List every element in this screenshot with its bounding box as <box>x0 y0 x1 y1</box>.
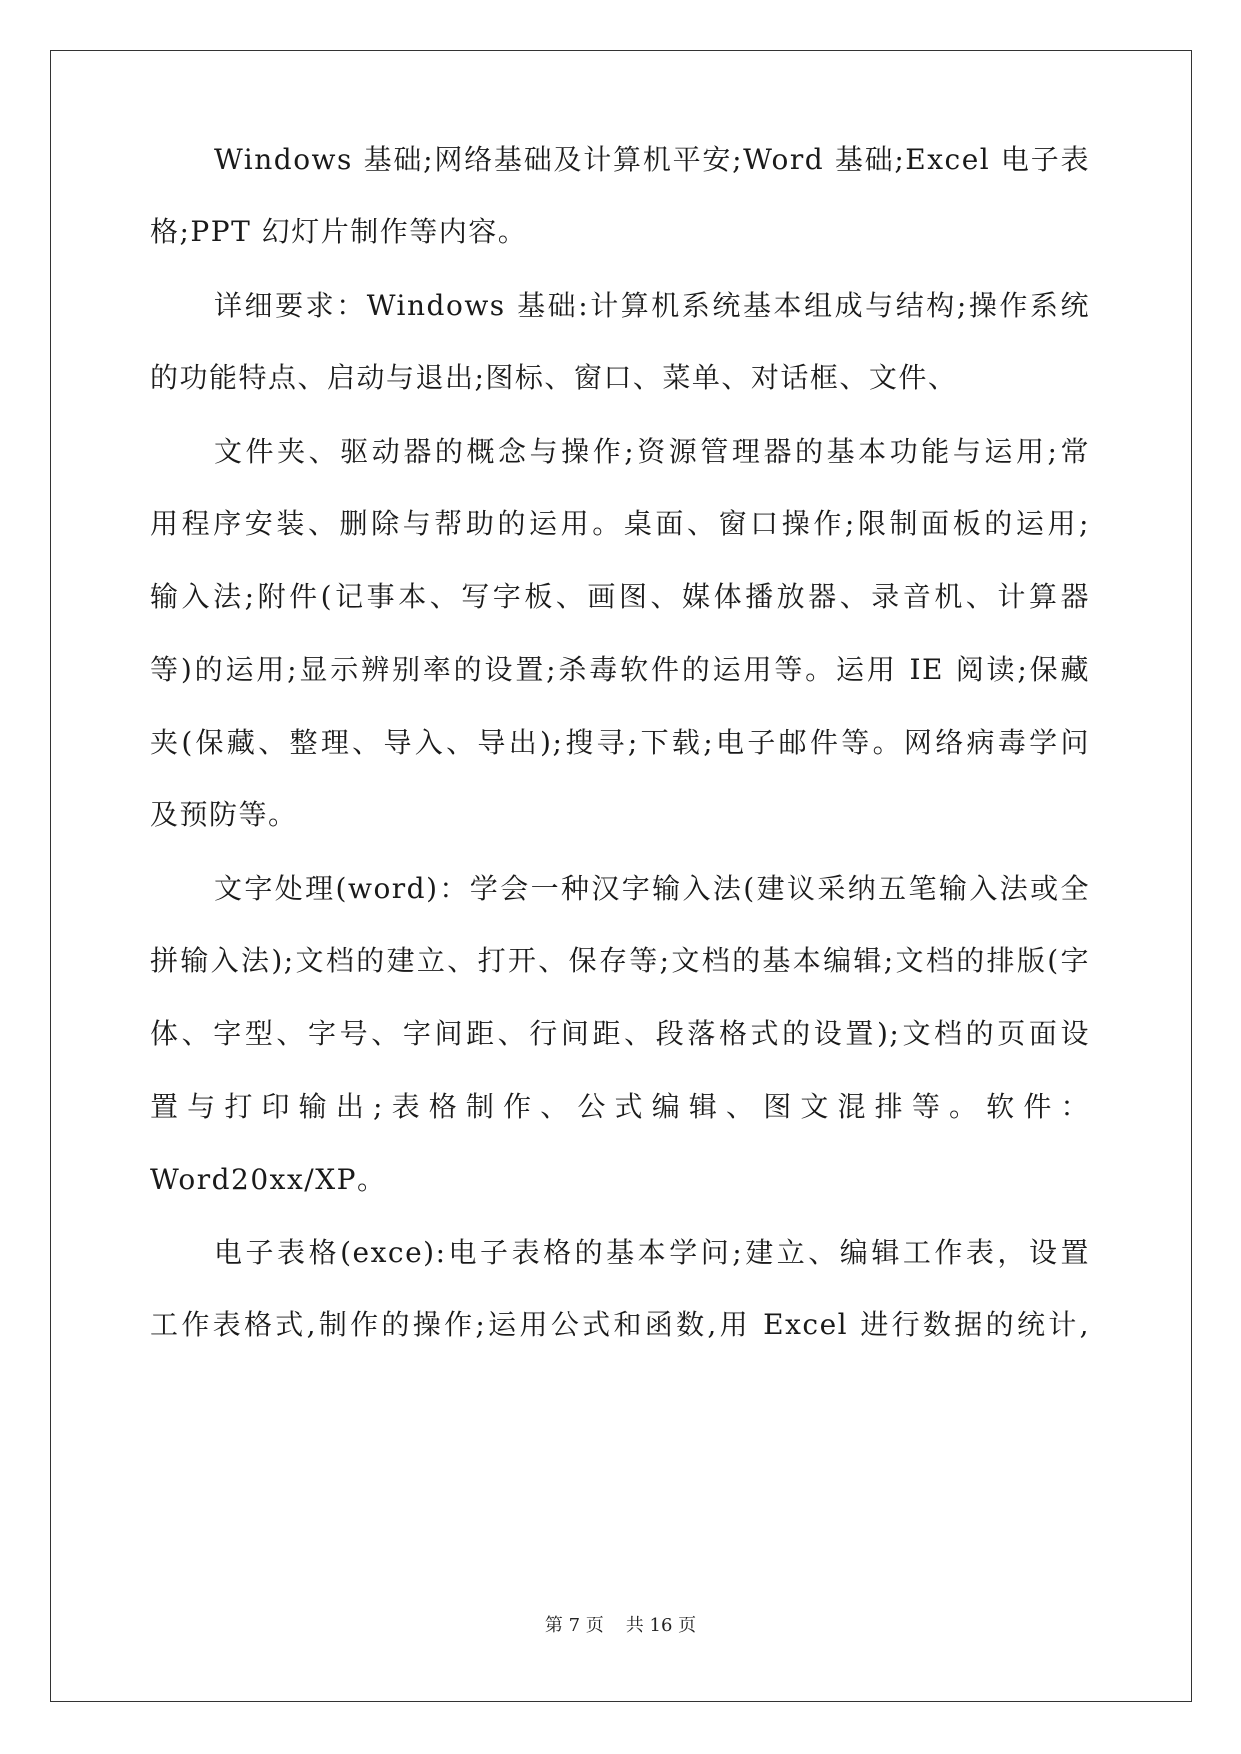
text-line: 文件夹、驱动器的概念与操作;资源管理器的基本功能与运用;常 <box>214 435 1090 468</box>
text-line: 的功能特点、启动与退出;图标、窗口、菜单、对话框、文件、 <box>150 361 958 394</box>
text-line: 夹(保藏、整理、导入、导出);搜寻;下载;电子邮件等。网络病毒学问 <box>150 726 1090 759</box>
text-line: 拼输入法);文档的建立、打开、保存等;文档的基本编辑;文档的排版(字 <box>150 944 1090 977</box>
text-line: 电子表格(exce):电子表格的基本学问;建立、编辑工作表，设置 <box>214 1236 1090 1269</box>
text-line: 工作表格式,制作的操作;运用公式和函数,用 Excel 进行数据的统计, <box>150 1308 1090 1341</box>
page-number: 第 7 页 <box>544 1615 604 1636</box>
page-total: 共 16 页 <box>625 1615 697 1636</box>
text-line: 体、字型、字号、字间距、行间距、段落格式的设置);文档的页面设 <box>150 1017 1090 1050</box>
text-line: 格;PPT 幻灯片制作等内容。 <box>150 215 528 248</box>
text-line: 置与打印输出;表格制作、公式编辑、图文混排等。软件： <box>150 1090 1090 1123</box>
text-line: 详细要求：Windows 基础:计算机系统基本组成与结构;操作系统 <box>214 289 1090 322</box>
text-line: Windows 基础;网络基础及计算机平安;Word 基础;Excel 电子表 <box>214 143 1090 176</box>
text-line: Word20xx/XP。 <box>150 1163 387 1196</box>
page-footer <box>0 1614 1241 1638</box>
text-line: 等)的运用;显示辨别率的设置;杀毒软件的运用等。运用 IE 阅读;保藏 <box>150 653 1090 686</box>
text-line: 文字处理(word)：学会一种汉字输入法(建议采纳五笔输入法或全 <box>214 872 1090 905</box>
text-line: 用程序安装、删除与帮助的运用。桌面、窗口操作;限制面板的运用; <box>150 507 1090 540</box>
text-line: 输入法;附件(记事本、写字板、画图、媒体播放器、录音机、计算器 <box>150 580 1090 613</box>
text-line: 及预防等。 <box>150 798 298 831</box>
